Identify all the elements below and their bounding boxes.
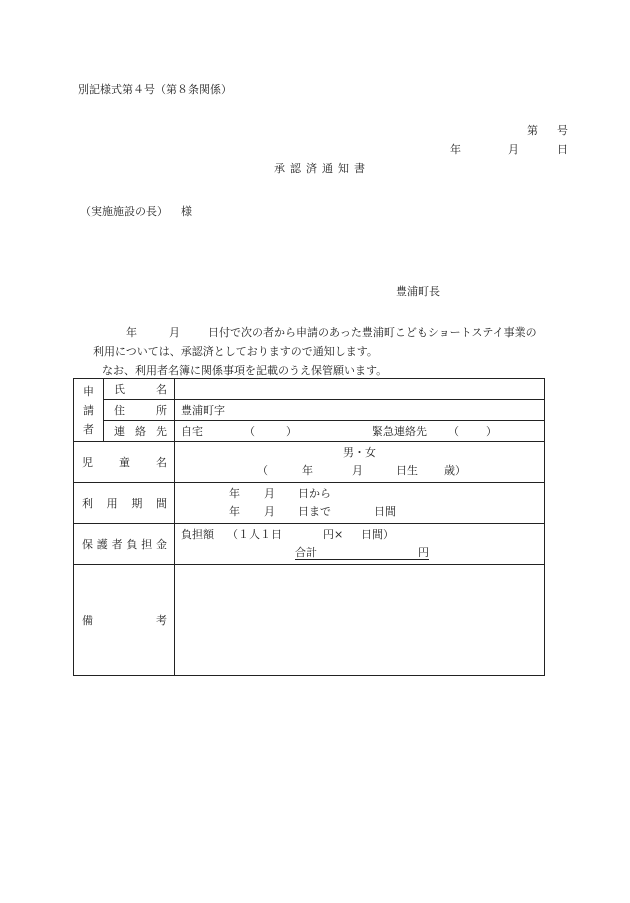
- child-gender: 男・女: [343, 446, 376, 459]
- child-age: 歳）: [444, 464, 466, 477]
- child-field[interactable]: [175, 442, 545, 483]
- burden-label-cell: [74, 524, 175, 565]
- contact-home-label: 自宅: [181, 425, 203, 438]
- remarks-label: 備 考: [82, 614, 167, 627]
- child-paren-open: （: [257, 464, 268, 477]
- body-line1-rest: 日付で次の者から申請のあった豊浦町こどもショートステイ事業の: [208, 326, 537, 339]
- contact-emergency-paren-open: （: [448, 425, 459, 438]
- burden-yen-times: 円×: [323, 528, 344, 541]
- date-month: 月: [508, 143, 519, 156]
- date-day: 日: [557, 143, 568, 156]
- period-from-year: 年: [229, 487, 240, 500]
- applicant-group-cell: [74, 379, 104, 442]
- doc-number-go: 号: [557, 124, 568, 137]
- period-label-cell: [74, 483, 175, 524]
- period-from-month: 月: [264, 487, 275, 500]
- name-label-cell: [104, 379, 175, 400]
- child-birth-day: 日生: [396, 464, 418, 477]
- burden-label: 保 護 者 負 担 金: [82, 538, 167, 551]
- name-label: 氏 名: [114, 383, 167, 396]
- body-year: 年: [126, 326, 137, 339]
- date-year: 年: [450, 143, 461, 156]
- burden-per-day: （１人１日: [227, 528, 282, 541]
- period-to-month: 月: [264, 505, 275, 518]
- child-birth-month: 月: [352, 464, 363, 477]
- period-days: 日間: [374, 505, 396, 518]
- contact-field[interactable]: [175, 421, 545, 442]
- period-field[interactable]: [175, 483, 545, 524]
- burden-total-label: 合計: [295, 546, 317, 559]
- notice-table: [73, 378, 545, 676]
- child-label-cell: [74, 442, 175, 483]
- burden-total-line: [295, 544, 429, 560]
- remarks-label-cell: [74, 565, 175, 676]
- body-line2: 利用については、承認済としておりますので通知します。: [93, 345, 378, 358]
- address-label: 住 所: [114, 404, 167, 417]
- issuer: 豊浦町長: [396, 285, 440, 298]
- burden-total-yen: 円: [418, 546, 429, 559]
- address-label-cell: [104, 400, 175, 421]
- child-birth-year: 年: [302, 464, 313, 477]
- child-label: 児 童 名: [82, 456, 167, 469]
- contact-emergency-paren-close: ）: [486, 425, 497, 438]
- period-to-year: 年: [229, 505, 240, 518]
- contact-label: 連 絡 先: [114, 425, 167, 438]
- doc-number-dai: 第: [527, 124, 538, 137]
- contact-home-paren-close: ）: [286, 425, 297, 438]
- period-label: 利 用 期 間: [82, 497, 167, 510]
- addressee-sama: 様: [181, 205, 192, 218]
- document-title: 承認済通知書: [274, 162, 370, 175]
- burden-days: 日間）: [361, 528, 394, 541]
- remarks-field[interactable]: [175, 565, 545, 676]
- period-from-suffix: 日から: [298, 487, 331, 500]
- address-field[interactable]: [175, 400, 545, 421]
- form-number: 別記様式第４号（第８条関係）: [78, 83, 232, 96]
- period-to-suffix: 日まで: [298, 505, 331, 518]
- applicant-group-label: 申 請 者: [83, 384, 94, 436]
- contact-label-cell: [104, 421, 175, 442]
- name-field[interactable]: [175, 379, 545, 400]
- contact-home-paren-open: （: [244, 425, 255, 438]
- addressee-name: （実施施設の長）: [80, 205, 168, 218]
- address-value: 豊浦町字: [181, 404, 225, 417]
- contact-emergency-label: 緊急連絡先: [372, 425, 427, 438]
- burden-amount-label: 負担額: [181, 528, 214, 541]
- burden-field[interactable]: [175, 524, 545, 565]
- body-month: 月: [169, 326, 180, 339]
- body-line3: なお、利用者名簿に関係事項を記載のうえ保管願います。: [102, 364, 388, 377]
